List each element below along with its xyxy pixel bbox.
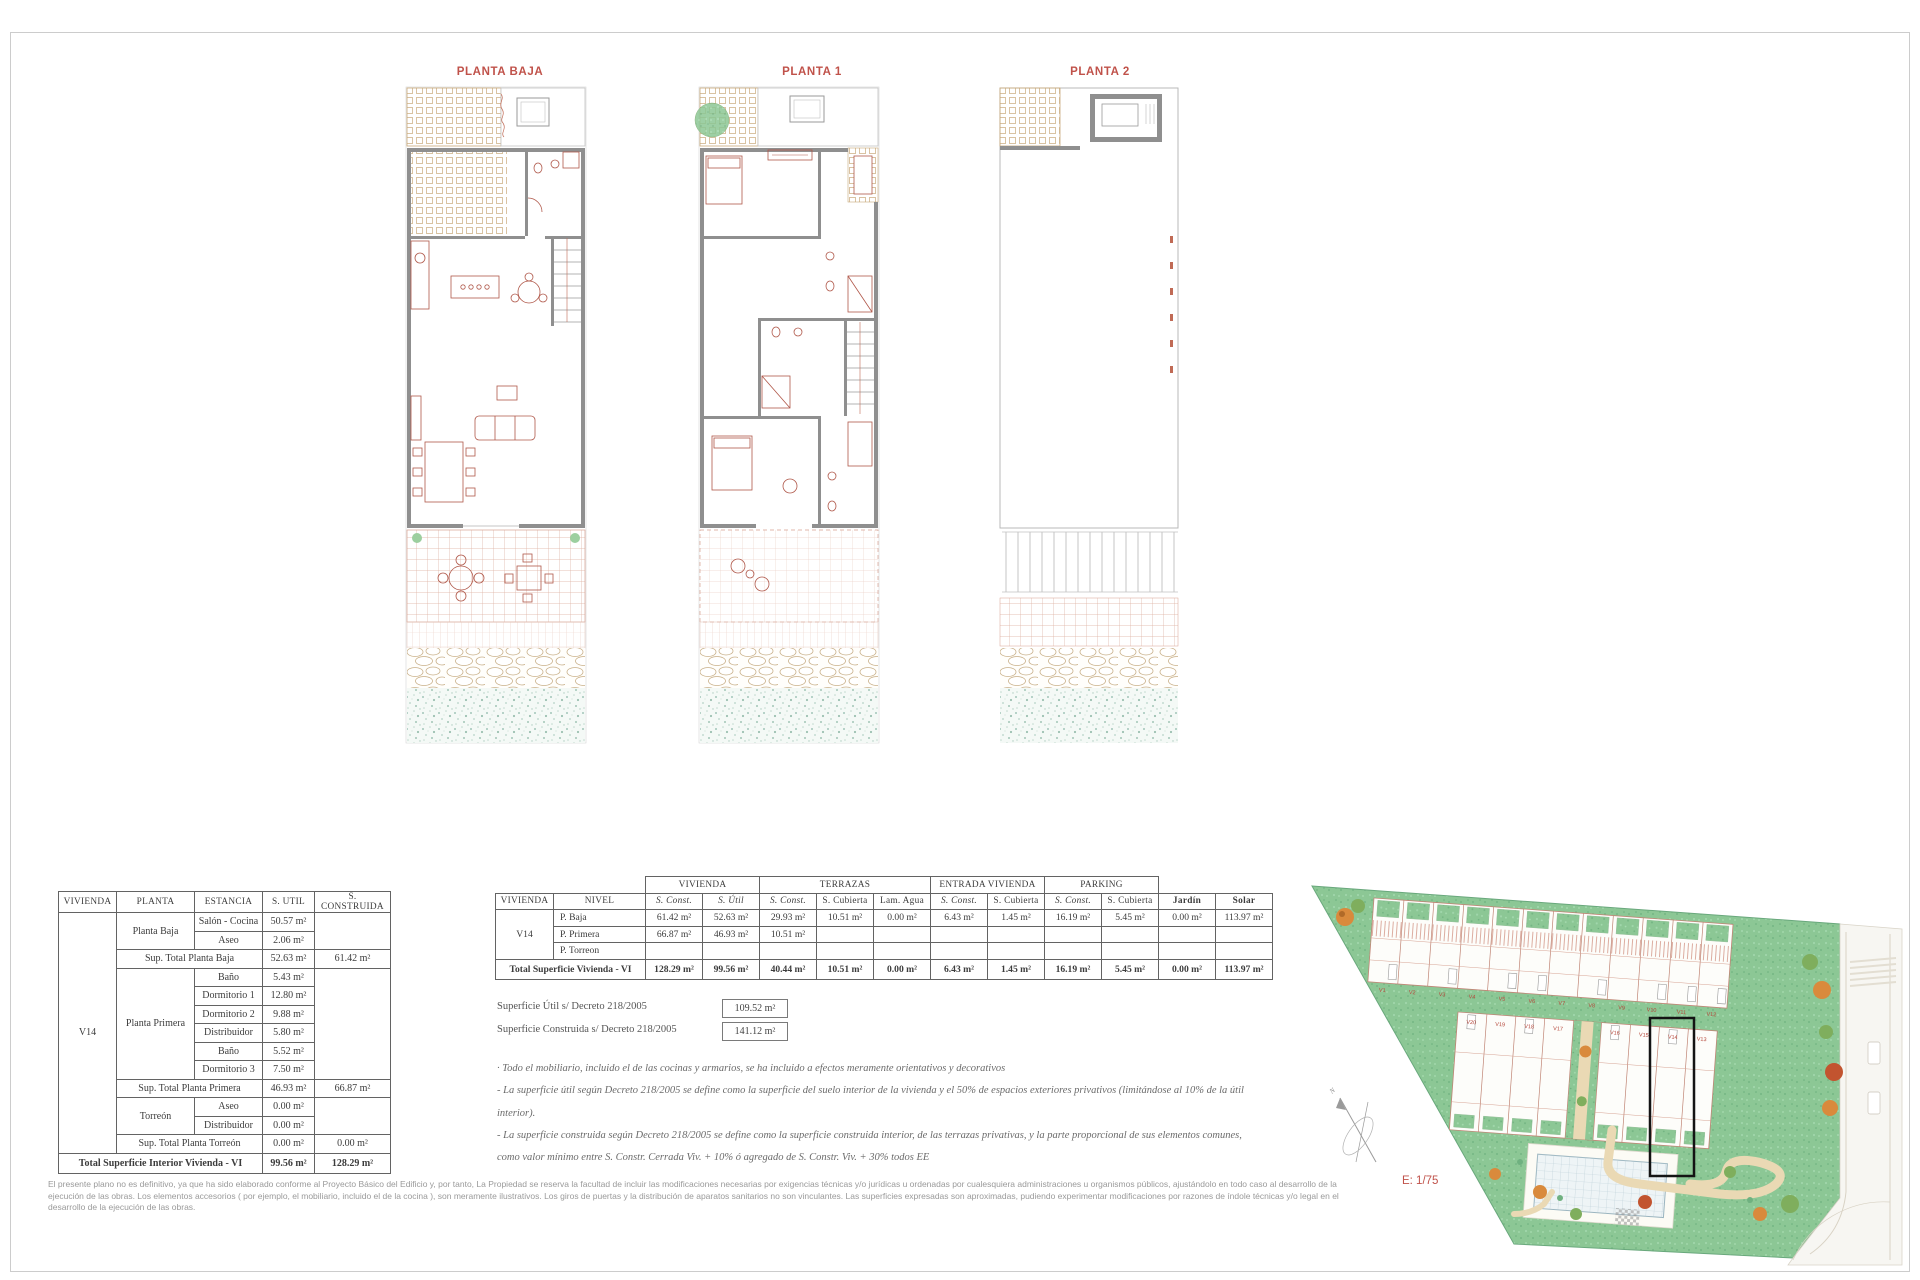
estancia-cell: Aseo bbox=[195, 1098, 263, 1117]
value-cell: 52.63 m² bbox=[703, 910, 760, 927]
vivienda-cell: V14 bbox=[59, 913, 117, 1154]
gravel-garden bbox=[407, 688, 585, 743]
disclaimer-text bbox=[48, 1179, 1339, 1214]
estancia-cell: Baño bbox=[195, 1042, 263, 1061]
value-cell: 52.63 m² bbox=[263, 950, 315, 969]
aseo-fixtures bbox=[528, 152, 579, 212]
gravel-garden bbox=[700, 688, 878, 743]
decree-construida-label: Superficie Construida s/ Decreto 218/2005 bbox=[497, 1024, 677, 1035]
column-header: Solar bbox=[1216, 893, 1273, 910]
value-cell: 16.19 m² bbox=[1045, 959, 1102, 979]
page-title-planta-baja: PLANTA BAJA bbox=[456, 66, 544, 78]
value-cell: 66.87 m² bbox=[646, 926, 703, 943]
staircase bbox=[554, 238, 581, 322]
table-row bbox=[59, 913, 391, 932]
svg-text:V8: V8 bbox=[1588, 1002, 1596, 1010]
kitchen-furniture bbox=[411, 241, 547, 309]
value-cell bbox=[1159, 943, 1216, 960]
surface-summary-table bbox=[495, 876, 1273, 980]
column-header: Lam. Agua bbox=[874, 893, 931, 910]
column-header: S. UTIL bbox=[263, 892, 315, 913]
subtotal-label: Sup. Total Planta Baja bbox=[117, 950, 263, 969]
column-header: PLANTA bbox=[117, 892, 195, 913]
svg-text:V14: V14 bbox=[1667, 1034, 1678, 1042]
value-cell bbox=[1102, 926, 1159, 943]
pergola-grid bbox=[1000, 88, 1060, 146]
estancia-cell: Salón - Cocina bbox=[195, 913, 263, 932]
svg-text:V11: V11 bbox=[1676, 1009, 1687, 1017]
group-header-row bbox=[496, 877, 1273, 894]
svg-text:V15: V15 bbox=[1638, 1032, 1649, 1040]
note-line: interior). bbox=[497, 1107, 536, 1119]
empty-cell bbox=[315, 968, 391, 1079]
estancia-cell: Aseo bbox=[195, 931, 263, 950]
nivel-cell: P. Torreon bbox=[554, 943, 646, 960]
svg-text:V10: V10 bbox=[1646, 1007, 1657, 1014]
value-cell: 0.00 m² bbox=[1159, 959, 1216, 979]
value-cell bbox=[1159, 926, 1216, 943]
value-cell: 5.45 m² bbox=[1102, 959, 1159, 979]
column-header: S. Const. bbox=[931, 893, 988, 910]
value-cell: 0.00 m² bbox=[1159, 910, 1216, 927]
svg-text:V4: V4 bbox=[1468, 994, 1476, 1001]
column-header: S. Útil bbox=[703, 893, 760, 910]
column-header: S. Cubierta bbox=[1102, 893, 1159, 910]
value-cell: 2.06 m² bbox=[263, 931, 315, 950]
disclaimer-line: ejecución de las obras. Los elementos accesorios ( por ejemplo, el mobiliario, incluido el de la cocina ), son meramente ilustrativos. Los giros de puertas y la distribución de aparatos sanitarios no son vinculantes. Las superficies expresadas son aproximadas, pudiendo experimentar modificaciones por razones de índole técnicas y/o legal en el bbox=[48, 1190, 1339, 1201]
column-header: VIVIENDA bbox=[59, 892, 117, 913]
decree-util-label: Superficie Útil s/ Decreto 218/2005 bbox=[497, 1001, 647, 1012]
vivienda-cell: V14 bbox=[496, 910, 554, 960]
column-header: Jardín bbox=[1159, 893, 1216, 910]
value-cell: 128.29 m² bbox=[315, 1153, 391, 1173]
value-cell: 46.93 m² bbox=[263, 1079, 315, 1098]
value-cell: 61.42 m² bbox=[646, 910, 703, 927]
estancia-cell: Dormitorio 2 bbox=[195, 1005, 263, 1024]
terrace bbox=[407, 530, 585, 622]
value-cell bbox=[817, 943, 874, 960]
estancia-cell: Dormitorio 3 bbox=[195, 1061, 263, 1080]
column-header: S. CONSTRUIDA bbox=[315, 892, 391, 913]
value-cell bbox=[874, 943, 931, 960]
value-cell: 113.97 m² bbox=[1216, 910, 1273, 927]
value-cell: 128.29 m² bbox=[646, 959, 703, 979]
value-cell: 0.00 m² bbox=[874, 959, 931, 979]
total-row bbox=[59, 1153, 391, 1173]
spacer-cell bbox=[1159, 877, 1216, 894]
value-cell: 12.80 m² bbox=[263, 987, 315, 1006]
table-row bbox=[496, 926, 1273, 943]
floor-plan-planta-1 bbox=[698, 86, 880, 746]
note-line: - La superficie útil según Decreto 218/2005 se define como la superficie del suelo interior de la vivienda y el 50% de espacios exteriores privativos (limitándose al 10% de la útil bbox=[497, 1085, 1244, 1097]
column-header: S. Const. bbox=[760, 893, 817, 910]
legal-notes bbox=[497, 1058, 1244, 1169]
roof-outline bbox=[1000, 88, 1178, 528]
column-header: S. Cubierta bbox=[988, 893, 1045, 910]
svg-text:V1: V1 bbox=[1378, 987, 1386, 995]
staircase bbox=[847, 322, 874, 414]
gravel-garden bbox=[1000, 688, 1178, 743]
empty-cell bbox=[315, 1098, 391, 1135]
nivel-cell: P. Baja bbox=[554, 910, 646, 927]
value-cell: 113.97 m² bbox=[1216, 959, 1273, 979]
disclaimer-line: desarrollo de la ejecución de las obras. bbox=[48, 1202, 196, 1212]
value-cell: 5.80 m² bbox=[263, 1024, 315, 1043]
pergola-beams bbox=[1002, 532, 1178, 592]
value-cell bbox=[931, 926, 988, 943]
column-header: NIVEL bbox=[554, 893, 646, 910]
value-cell: 0.00 m² bbox=[263, 1098, 315, 1117]
value-cell: 61.42 m² bbox=[315, 950, 391, 969]
subtotal-label: Sup. Total Planta Primera bbox=[117, 1079, 263, 1098]
value-cell bbox=[1045, 926, 1102, 943]
svg-text:V6: V6 bbox=[1528, 998, 1536, 1006]
stone-path bbox=[407, 648, 585, 688]
page-title-planta-2: PLANTA 2 bbox=[1070, 66, 1130, 78]
group-header: ENTRADA VIVIENDA bbox=[931, 877, 1045, 894]
value-cell bbox=[874, 926, 931, 943]
living-furniture bbox=[411, 386, 535, 502]
svg-text:V17: V17 bbox=[1552, 1026, 1564, 1033]
value-cell: 5.43 m² bbox=[263, 968, 315, 987]
value-cell: 0.00 m² bbox=[315, 1135, 391, 1154]
group-header: VIVIENDA bbox=[646, 877, 760, 894]
svg-text:V19: V19 bbox=[1495, 1021, 1506, 1029]
planta-cell: Torreón bbox=[117, 1098, 195, 1135]
planta-cell: Planta Baja bbox=[117, 913, 195, 950]
value-cell bbox=[760, 943, 817, 960]
disclaimer-line: El presente plano no es definitivo, ya que ha sido elaborado conforme al Proyecto Básico del Edificio y, por tanto, La Propiedad se reserva la facultad de incluir las modificaciones necesarias por exigencias técnicas y/o jurídicas u ordenadas por cualesquiera administraciones u organismos públicos, ajustándolo en todo caso al desarrollo de la bbox=[48, 1179, 1337, 1189]
value-cell: 16.19 m² bbox=[1045, 910, 1102, 927]
value-cell: 99.56 m² bbox=[263, 1153, 315, 1173]
pavement-band bbox=[1000, 598, 1178, 646]
pavement-band bbox=[700, 622, 878, 648]
total-label: Total Superficie Interior Vivienda - VI bbox=[59, 1153, 263, 1173]
column-header: S. Const. bbox=[1045, 893, 1102, 910]
table-row bbox=[496, 910, 1273, 927]
subtotal-label: Sup. Total Planta Torreón bbox=[117, 1135, 263, 1154]
svg-text:V16: V16 bbox=[1609, 1030, 1620, 1037]
floor-plan-planta-2 bbox=[998, 86, 1180, 746]
estancia-cell: Distribuidor bbox=[195, 1116, 263, 1135]
value-cell: 5.52 m² bbox=[263, 1042, 315, 1061]
value-cell: 7.50 m² bbox=[263, 1061, 315, 1080]
value-cell bbox=[1216, 943, 1273, 960]
value-cell bbox=[1045, 943, 1102, 960]
value-cell bbox=[988, 943, 1045, 960]
value-cell bbox=[988, 926, 1045, 943]
value-cell bbox=[703, 943, 760, 960]
estancia-cell: Dormitorio 1 bbox=[195, 987, 263, 1006]
scale-label: E: 1/75 bbox=[1402, 1175, 1439, 1187]
value-cell bbox=[817, 926, 874, 943]
estancia-cell: Baño bbox=[195, 968, 263, 987]
svg-text:V18: V18 bbox=[1523, 1023, 1535, 1031]
svg-text:V7: V7 bbox=[1558, 1000, 1566, 1008]
value-cell: 99.56 m² bbox=[703, 959, 760, 979]
value-cell: 0.00 m² bbox=[263, 1135, 315, 1154]
value-cell: 10.51 m² bbox=[817, 910, 874, 927]
svg-text:V20: V20 bbox=[1466, 1019, 1477, 1027]
svg-text:V12: V12 bbox=[1706, 1011, 1717, 1019]
svg-text:V9: V9 bbox=[1617, 1005, 1626, 1012]
svg-text:V13: V13 bbox=[1696, 1036, 1707, 1044]
value-cell bbox=[1102, 943, 1159, 960]
value-cell bbox=[931, 943, 988, 960]
value-cell: 6.43 m² bbox=[931, 959, 988, 979]
walls bbox=[700, 148, 878, 528]
column-header: ESTANCIA bbox=[195, 892, 263, 913]
page-title-planta-1: PLANTA 1 bbox=[782, 66, 842, 78]
roof-and-terraces bbox=[695, 88, 878, 202]
pergola-grid bbox=[407, 88, 585, 234]
value-cell: 5.45 m² bbox=[1102, 910, 1159, 927]
bathroom-fixtures bbox=[762, 252, 872, 408]
column-header-row bbox=[496, 893, 1273, 910]
decree-construida-value: 141.12 m² bbox=[722, 1022, 788, 1041]
empty-cell bbox=[315, 913, 391, 950]
total-label: Total Superficie Vivienda - VI bbox=[496, 959, 646, 979]
stone-path bbox=[700, 648, 878, 688]
stone-path bbox=[1000, 648, 1178, 688]
value-cell: 46.93 m² bbox=[703, 926, 760, 943]
floor-plan-planta-baja bbox=[405, 86, 587, 746]
column-header: S. Cubierta bbox=[817, 893, 874, 910]
spacer-cell bbox=[1216, 877, 1273, 894]
note-line: - La superficie construida según Decreto 218/2005 se define como la superficie construida interior, de las terrazas privativas, y la parte proporcional de sus elementos comunes, bbox=[497, 1129, 1242, 1141]
value-cell: 29.93 m² bbox=[760, 910, 817, 927]
value-cell: 1.45 m² bbox=[988, 910, 1045, 927]
room-surface-table bbox=[58, 891, 391, 1174]
svg-text:V2: V2 bbox=[1408, 989, 1416, 997]
north-compass-icon bbox=[1327, 1086, 1378, 1162]
building-row-bottom bbox=[1449, 1012, 1717, 1149]
value-cell: 66.87 m² bbox=[315, 1079, 391, 1098]
nivel-cell: P. Primera bbox=[554, 926, 646, 943]
group-header: PARKING bbox=[1045, 877, 1159, 894]
north-label: N bbox=[1328, 1086, 1337, 1096]
value-cell: 10.51 m² bbox=[760, 926, 817, 943]
value-cell: 9.88 m² bbox=[263, 1005, 315, 1024]
value-cell: 0.00 m² bbox=[874, 910, 931, 927]
value-cell: 0.00 m² bbox=[263, 1116, 315, 1135]
spacer-cell bbox=[496, 877, 646, 894]
svg-text:V5: V5 bbox=[1498, 996, 1506, 1003]
column-header: VIVIENDA bbox=[496, 893, 554, 910]
value-cell: 1.45 m² bbox=[988, 959, 1045, 979]
value-cell: 50.57 m² bbox=[263, 913, 315, 932]
bedroom-1-furniture bbox=[706, 150, 812, 204]
bedroom-2-furniture bbox=[712, 422, 872, 511]
value-cell: 10.51 m² bbox=[817, 959, 874, 979]
value-cell: 40.44 m² bbox=[760, 959, 817, 979]
svg-text:V3: V3 bbox=[1438, 992, 1446, 999]
table-row bbox=[496, 943, 1273, 960]
column-header: S. Const. bbox=[646, 893, 703, 910]
note-line: · Todo el mobiliario, incluido el de las cocinas y armarios, se ha incluido a efectos meramente orientativos y decorativos bbox=[497, 1063, 1006, 1074]
planta-cell: Planta Primera bbox=[117, 968, 195, 1079]
total-row bbox=[496, 959, 1273, 979]
value-cell bbox=[1216, 926, 1273, 943]
pavement-band bbox=[407, 622, 585, 648]
group-header: TERRAZAS bbox=[760, 877, 931, 894]
estancia-cell: Distribuidor bbox=[195, 1024, 263, 1043]
table-header-row bbox=[59, 892, 391, 913]
note-line: como valor mínimo entre S. Constr. Cerrada Viv. + 10% ó agregado de S. Constr. Viv. + 30% todos EE bbox=[497, 1152, 930, 1164]
value-cell: 6.43 m² bbox=[931, 910, 988, 927]
site-plan bbox=[1290, 862, 1915, 1274]
value-cell bbox=[646, 943, 703, 960]
decree-util-value: 109.52 m² bbox=[722, 999, 788, 1018]
terrace bbox=[700, 530, 878, 622]
